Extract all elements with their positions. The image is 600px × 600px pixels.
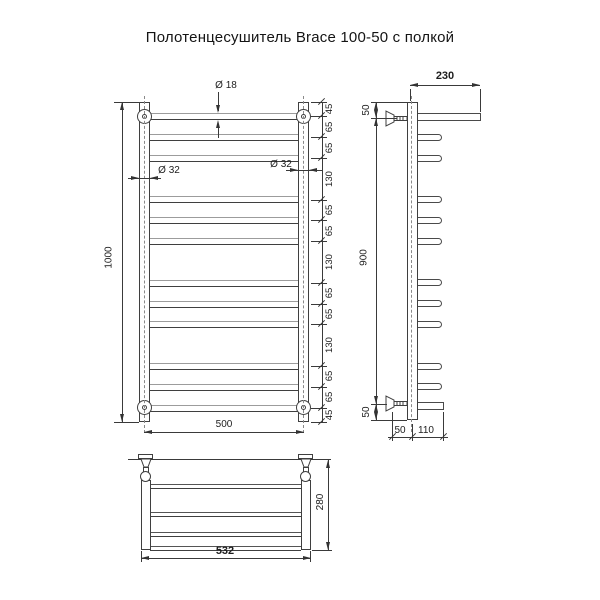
arrow — [374, 404, 378, 412]
centerline — [303, 96, 304, 433]
shelf-rail — [301, 480, 311, 550]
wall-bracket — [385, 395, 407, 412]
chain-label: 65 — [324, 121, 335, 133]
chain-label: 130 — [324, 171, 335, 187]
chain-label: 65 — [324, 370, 335, 382]
dim-width-label: 500 — [215, 419, 233, 430]
top-offset-label: 50 — [361, 104, 372, 116]
shelf-profile — [416, 113, 481, 121]
arrow — [120, 102, 124, 110]
arrow — [374, 102, 378, 110]
bottom-offset-label: 50 — [361, 406, 372, 418]
centerline — [411, 96, 412, 432]
rung-profile — [416, 134, 442, 141]
rung-profile — [416, 300, 442, 307]
dimension-line — [144, 432, 304, 433]
dimension-line — [322, 102, 323, 422]
extension-line — [312, 550, 332, 551]
post-diameter-left-label: Ø 32 — [158, 165, 180, 176]
rung — [140, 280, 309, 287]
chain-label: 45 — [324, 409, 335, 421]
arrow — [216, 120, 220, 128]
rung-diameter-label: Ø 18 — [215, 80, 237, 91]
arrow — [290, 168, 298, 172]
rung — [140, 301, 309, 308]
arrow — [120, 414, 124, 422]
arrow — [374, 110, 378, 118]
arrow — [374, 396, 378, 404]
chain-label: 45 — [324, 103, 335, 115]
post-diameter-right-label: Ø 32 — [270, 159, 292, 170]
rung — [140, 217, 309, 224]
chain-label: 65 — [324, 225, 335, 237]
rung-profile — [416, 217, 442, 224]
dimension-line — [122, 102, 123, 422]
leader-line — [218, 128, 219, 138]
shelf-bar — [150, 512, 301, 517]
rung-profile — [416, 279, 442, 286]
rung-profile — [416, 196, 442, 203]
extension-line — [114, 102, 139, 103]
chain-label: 65 — [324, 142, 335, 154]
arrow — [410, 83, 418, 87]
bottom-rung-length-label: 110 — [418, 425, 434, 436]
rung-profile — [416, 238, 442, 245]
dimension-line — [388, 437, 448, 438]
arrow — [374, 412, 378, 420]
rung — [140, 363, 309, 370]
arrow — [296, 430, 304, 434]
rung — [140, 405, 309, 412]
rung — [140, 113, 309, 120]
arrow — [216, 105, 220, 113]
shelf-bar — [150, 484, 301, 489]
rung — [140, 384, 309, 391]
rung-profile — [416, 155, 442, 162]
dimension-line — [376, 118, 377, 404]
bottom-rung-profile — [416, 402, 444, 410]
arrow — [144, 430, 152, 434]
rung — [140, 238, 309, 245]
arrow — [374, 118, 378, 126]
mount-span-label: 900 — [358, 249, 370, 266]
arrow — [326, 542, 330, 550]
chain-label: 65 — [324, 391, 335, 403]
arrow — [472, 83, 480, 87]
rung-profile — [416, 363, 442, 370]
collector-section — [140, 471, 151, 482]
dimension-line — [328, 460, 329, 550]
rung-profile — [416, 321, 442, 328]
shelf-depth-label: 230 — [435, 70, 455, 82]
arrow — [326, 460, 330, 468]
extension-line — [410, 89, 411, 101]
chain-label: 65 — [324, 204, 335, 216]
extension-line — [371, 420, 407, 421]
arrow — [303, 556, 311, 560]
wall-gap-label: 50 — [394, 425, 406, 436]
drawing-title: Полотенцесушитель Brace 100-50 с полкой — [145, 29, 455, 46]
rung — [140, 134, 309, 141]
chain-label: 65 — [324, 308, 335, 320]
rung — [140, 196, 309, 203]
extension-line — [412, 424, 413, 441]
arrow — [150, 176, 158, 180]
collector-tube — [407, 102, 418, 420]
chain-label: 65 — [324, 287, 335, 299]
outer-width-label: 532 — [215, 545, 235, 557]
arrow — [309, 168, 317, 172]
shelf-rail — [141, 480, 151, 550]
dimension-line — [410, 85, 480, 86]
extension-line — [114, 422, 139, 423]
collector-section — [300, 471, 311, 482]
centerline — [144, 96, 145, 433]
rung — [140, 321, 309, 328]
shelf-bar — [150, 532, 301, 537]
dim-height-label: 1000 — [103, 246, 115, 269]
dimension-line — [141, 558, 311, 559]
depth-label: 280 — [315, 493, 326, 511]
arrow — [131, 176, 139, 180]
arrow — [141, 556, 149, 560]
chain-label: 130 — [324, 337, 335, 353]
chain-label: 130 — [324, 254, 335, 270]
rung-profile — [416, 383, 442, 390]
extension-line — [480, 89, 481, 112]
